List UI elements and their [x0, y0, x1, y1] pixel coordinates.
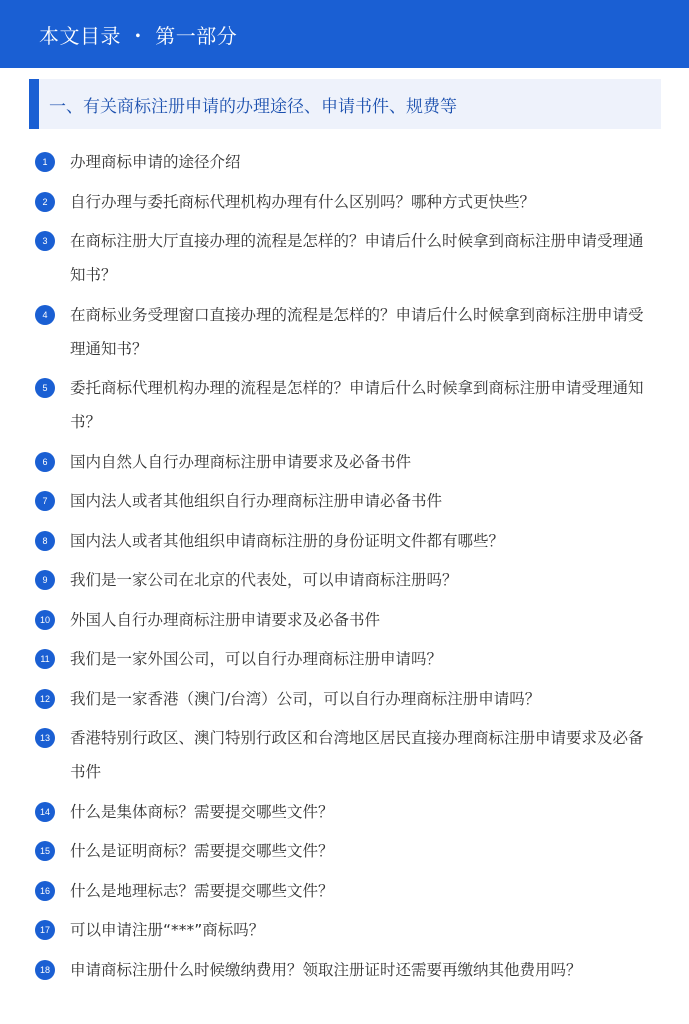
toc-number-badge: 12: [35, 689, 55, 709]
toc-item[interactable]: [0, 145, 689, 179]
toc-item-text: 外国人自行办理商标注册申请要求及必备书件: [70, 610, 381, 629]
toc-number-badge: 14: [35, 802, 55, 822]
toc-number-badge: 10: [35, 610, 55, 630]
toc-item-text: 香港特别行政区、澳门特别行政区和台湾地区居民直接办理商标注册申请要求及必备书件: [70, 729, 644, 781]
toc-item-text: 国内自然人自行办理商标注册申请要求及必备书件: [70, 452, 412, 471]
toc-item-text: 我们是一家外国公司，可以自行办理商标注册申请吗？: [70, 650, 443, 668]
toc-item[interactable]: [0, 953, 689, 987]
toc-item-text: 什么是证明商标？需要提交哪些文件？: [70, 842, 334, 860]
toc-number-badge: 9: [35, 570, 55, 590]
toc-item[interactable]: [0, 185, 689, 219]
toc-item[interactable]: [0, 445, 689, 479]
toc-item-text: 我们是一家公司在北京的代表处，可以申请商标注册吗？: [70, 571, 458, 589]
toc-item[interactable]: [0, 721, 689, 789]
toc-item[interactable]: [0, 484, 689, 518]
toc-list: [0, 145, 689, 992]
toc-item-text: 委托商标代理机构办理的流程是怎样的？申请后什么时候拿到商标注册申请受理通知书？: [70, 379, 644, 431]
toc-item[interactable]: [0, 795, 689, 829]
header-title: 本文目录 ・ 第一部分: [39, 23, 238, 48]
page-header: [0, 0, 689, 68]
toc-number-badge: 16: [35, 881, 55, 901]
toc-number-badge: 18: [35, 960, 55, 980]
toc-item[interactable]: [0, 913, 689, 947]
toc-item[interactable]: [0, 224, 689, 292]
toc-number-badge: 4: [35, 305, 55, 325]
toc-number-badge: 7: [35, 491, 55, 511]
toc-number-badge: 5: [35, 378, 55, 398]
toc-number-badge: 11: [35, 649, 55, 669]
toc-number-badge: 6: [35, 452, 55, 472]
toc-item-text: 我们是一家香港（澳门/台湾）公司，可以自行办理商标注册申请吗？: [70, 689, 541, 708]
toc-item[interactable]: [0, 682, 689, 716]
toc-number-badge: 1: [35, 152, 55, 172]
toc-item-text: 自行办理与委托商标代理机构办理有什么区别吗？哪种方式更快些？: [70, 192, 536, 211]
toc-item[interactable]: [0, 834, 689, 868]
toc-item-text: 什么是地理标志？需要提交哪些文件？: [70, 881, 334, 900]
toc-item-text: 国内法人或者其他组织自行办理商标注册申请必备书件: [70, 492, 443, 510]
toc-item-text: 在商标注册大厅直接办理的流程是怎样的？申请后什么时候拿到商标注册申请受理通知书？: [70, 232, 644, 284]
toc-item[interactable]: [0, 642, 689, 676]
toc-number-badge: 15: [35, 841, 55, 861]
toc-item[interactable]: [0, 371, 689, 439]
toc-item[interactable]: [0, 874, 689, 908]
toc-number-badge: 3: [35, 231, 55, 251]
toc-item-text: 什么是集体商标？需要提交哪些文件？: [70, 802, 334, 821]
toc-item-text: 可以申请注册“***”商标吗？: [70, 921, 265, 939]
section-title: 一、有关商标注册申请的办理途径、申请书件、规费等: [49, 96, 457, 117]
toc-number-badge: 8: [35, 531, 55, 551]
toc-item[interactable]: [0, 603, 689, 637]
toc-item[interactable]: [0, 524, 689, 558]
toc-number-badge: 2: [35, 192, 55, 212]
toc-item-text: 在商标业务受理窗口直接办理的流程是怎样的？申请后什么时候拿到商标注册申请受理通知书？: [70, 305, 644, 358]
toc-item-text: 国内法人或者其他组织申请商标注册的身份证明文件都有哪些？: [70, 531, 505, 550]
toc-number-badge: 17: [35, 920, 55, 940]
toc-number-badge: 13: [35, 728, 55, 748]
toc-item[interactable]: [0, 563, 689, 597]
toc-item-text: 办理商标申请的途径介绍: [70, 153, 241, 171]
toc-item-text: 申请商标注册什么时候缴纳费用？领取注册证时还需要再缴纳其他费用吗？: [70, 960, 582, 979]
section-heading-box: [29, 79, 661, 129]
toc-item[interactable]: [0, 298, 689, 366]
